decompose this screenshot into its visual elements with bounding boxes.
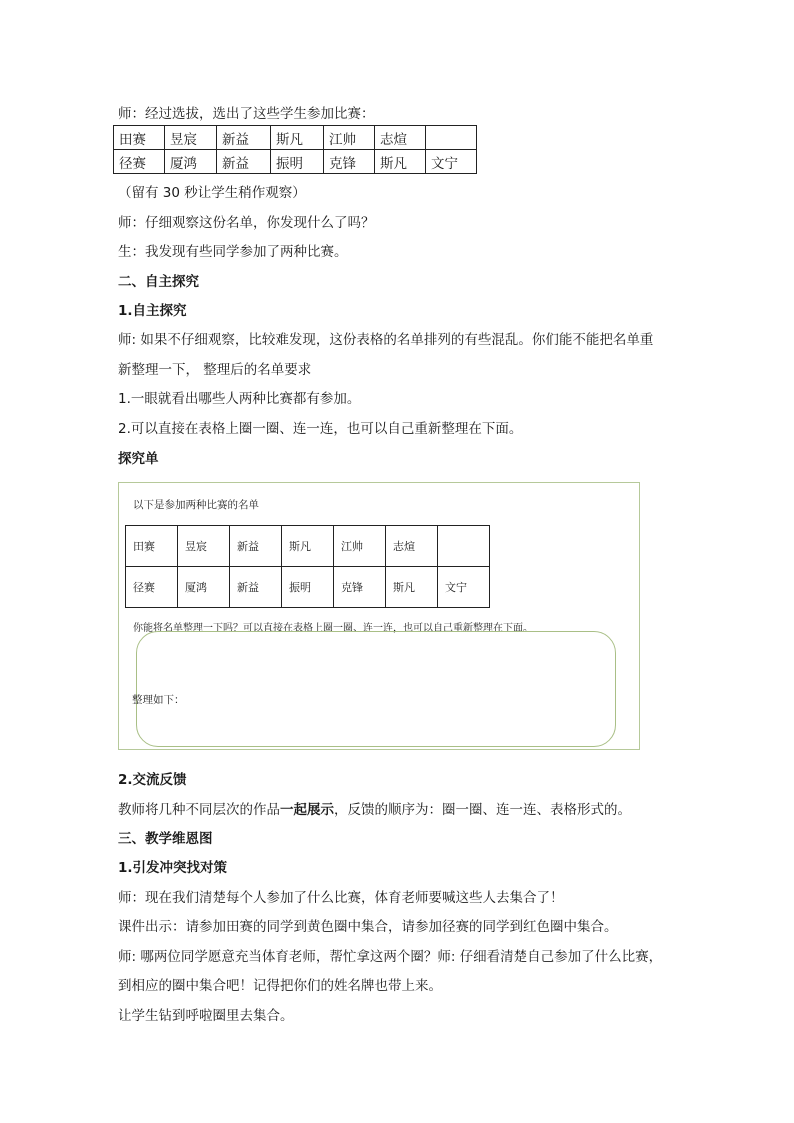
answer-label: 整理如下：: [132, 694, 185, 706]
table-cell: 江帅: [324, 126, 375, 150]
table-row: [114, 150, 477, 174]
teacher-question: 师：仔细观察这份名单，你发现什么了吗？: [118, 215, 375, 231]
table-row: [114, 126, 477, 150]
student-answer: 生：我发现有些同学参加了两种比赛。: [118, 244, 348, 260]
table-cell: 振明: [271, 150, 324, 174]
table-cell: 新益: [217, 126, 271, 150]
feedback-emphasis: 一起展示: [280, 802, 334, 818]
feedback-text: 教师将几种不同层次的作品: [118, 802, 280, 818]
table-cell: 克锋: [324, 150, 375, 174]
paragraph-line: 让学生钻到呼啦圈里去集合。: [118, 1008, 294, 1024]
worksheet-frame: [118, 482, 640, 750]
worksheet-title: 探究单: [118, 451, 159, 467]
table-cell: 文宁: [438, 567, 490, 608]
roster-table: [113, 125, 477, 174]
table-cell: 田赛: [126, 526, 178, 567]
table-cell: 斯凡: [375, 150, 426, 174]
requirement-2: 2.可以直接在表格上圈一圈、连一连，也可以自己重新整理在下面。: [118, 421, 523, 437]
worksheet-heading: 以下是参加两种比赛的名单: [133, 499, 259, 511]
section-2-title: 二、自主探究: [118, 274, 199, 290]
table-cell: 志煊: [386, 526, 438, 567]
paragraph-line: 课件出示：请参加田赛的同学到黄色圈中集合，请参加径赛的同学到红色圈中集合。: [118, 919, 618, 935]
table-cell: 斯凡: [386, 567, 438, 608]
table-cell: 新益: [230, 567, 282, 608]
table-cell: 径赛: [114, 150, 165, 174]
subsection-2-title: 2.交流反馈: [118, 772, 187, 788]
table-cell: 斯凡: [271, 126, 324, 150]
intro-line: 师：经过选拔，选出了这些学生参加比赛：: [118, 106, 375, 122]
table-cell: 径赛: [126, 567, 178, 608]
table-cell: 克锋: [334, 567, 386, 608]
paragraph-line: 新整理一下， 整理后的名单要求: [118, 362, 312, 378]
table-cell: 志煊: [375, 126, 426, 150]
subsection-3-title: 1.引发冲突找对策: [118, 860, 228, 876]
table-cell: 厦鸿: [165, 150, 217, 174]
paragraph-line: 师：现在我们清楚每个人参加了什么比赛，体育老师要喊这些人去集合了！: [118, 890, 564, 906]
answer-area[interactable]: [136, 631, 616, 747]
paragraph-line: 师: 哪两位同学愿意充当体育老师，帮忙拿这两个圈？师: 仔细看清楚自己参加了什么比赛，: [118, 949, 663, 965]
table-cell: 新益: [230, 526, 282, 567]
table-cell: 昱宸: [178, 526, 230, 567]
table-cell: 昱宸: [165, 126, 217, 150]
table-cell: [426, 126, 477, 150]
requirement-1: 1.一眼就看出哪些人两种比赛都有参加。: [118, 391, 361, 407]
table-cell: 文宁: [426, 150, 477, 174]
table-cell: 振明: [282, 567, 334, 608]
observation-note: （留有 30 秒让学生稍作观察）: [118, 185, 306, 201]
worksheet-table: [125, 525, 490, 608]
table-cell: [438, 526, 490, 567]
subsection-1-title: 1.自主探究: [118, 303, 187, 319]
table-row: [126, 526, 490, 567]
table-cell: 斯凡: [282, 526, 334, 567]
table-cell: 田赛: [114, 126, 165, 150]
paragraph-line: 师: 如果不仔细观察，比较难发现，这份表格的名单排列的有些混乱。你们能不能把名单重: [118, 332, 654, 348]
feedback-line: [118, 800, 631, 820]
paragraph-line: 到相应的圈中集合吧！记得把你们的姓名牌也带上来。: [118, 978, 442, 994]
section-3-title: 三、教学维恩图: [118, 831, 213, 847]
table-cell: 江帅: [334, 526, 386, 567]
table-cell: 厦鸿: [178, 567, 230, 608]
table-row: [126, 567, 490, 608]
feedback-text: ，反馈的顺序为：圈一圈、连一连、表格形式的。: [334, 802, 631, 818]
worksheet-question: 你能将名单整理一下吗？可以直接在表格上圈一圈、连一连，也可以自己重新整理在下面。: [133, 623, 533, 634]
table-cell: 新益: [217, 150, 271, 174]
